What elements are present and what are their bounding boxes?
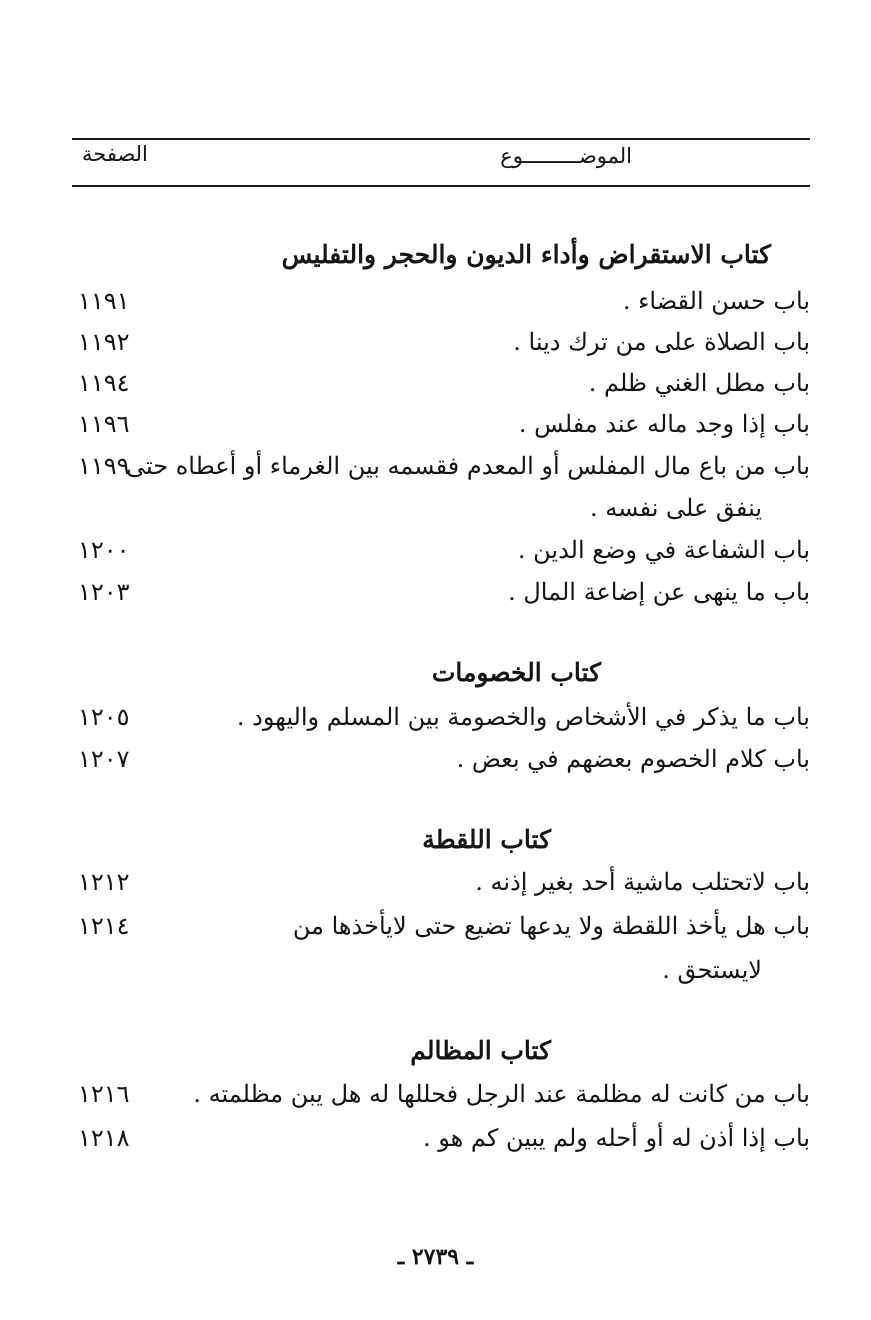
entry-text: باب ما ينهى عن إضاعة المال . (508, 578, 810, 606)
book-title: كتاب اللقطة (422, 825, 551, 854)
entry-text: باب ما يذكر في الأشخاص والخصومة بين المسلم واليهود . (236, 703, 810, 731)
index-entry-continuation (72, 956, 810, 998)
entry-text: باب هل يأخذ اللقطة ولا يدعها تضيع حتى لايأخذها من (292, 912, 810, 940)
book-title: كتاب المظالم (410, 1036, 551, 1065)
entry-page-number: ١٢٠٣ (78, 578, 130, 606)
index-entry (72, 328, 810, 370)
entry-page-number: ١١٩٤ (78, 369, 130, 397)
entry-page-number: ١٢٠٠ (78, 536, 130, 564)
page-column-heading: الصفحة (82, 142, 148, 166)
entry-text: باب حسن القضاء . (622, 287, 810, 315)
entry-continuation-text: ينفق على نفسه . (590, 494, 762, 522)
index-entry (72, 578, 810, 620)
entry-text: باب الصلاة على من ترك دينا . (513, 328, 810, 356)
index-entry-continuation (72, 494, 810, 536)
column-header (72, 140, 810, 180)
index-entry (72, 452, 810, 494)
book-title: كتاب الاستقراض وأداء الديون والحجر والتفليس (281, 240, 771, 269)
index-entry (72, 703, 810, 745)
entry-page-number: ١٢١٨ (78, 1124, 130, 1152)
entry-text: باب من كانت له مظلمة عند الرجل فحللها له هل يبن مظلمته . (193, 1080, 810, 1108)
entry-text: باب الشفاعة في وضع الدين . (517, 536, 810, 564)
entry-page-number: ١٢٠٥ (78, 703, 130, 731)
entry-page-number: ١١٩٢ (78, 328, 130, 356)
entry-text: باب إذا أذن له أو أحله ولم يبين كم هو . (422, 1124, 810, 1152)
entry-continuation-text: لايستحق . (662, 956, 762, 984)
index-entry (72, 912, 810, 954)
index-entry (72, 1080, 810, 1122)
entry-page-number: ١٢١٤ (78, 912, 130, 940)
entry-page-number: ١١٩٦ (78, 410, 130, 438)
index-entry (72, 536, 810, 578)
entry-page-number: ١١٩١ (78, 287, 130, 315)
entry-page-number: ١٢١٦ (78, 1080, 130, 1108)
header-bottom-rule (72, 185, 810, 187)
entry-page-number: ١٢١٢ (78, 868, 130, 896)
index-entry (72, 745, 810, 787)
entry-text: باب من باع مال المفلس أو المعدم فقسمه بين الغرماء أو أعطاه حتى (126, 452, 810, 480)
book-title: كتاب الخصومات (431, 658, 601, 687)
index-entry (72, 369, 810, 411)
page-number-footer: ـ ٢٧٣٩ ـ (397, 1244, 474, 1270)
index-entry (72, 868, 810, 910)
index-entry (72, 410, 810, 452)
entry-text: باب لاتحتلب ماشية أحد بغير إذنه . (475, 868, 810, 896)
entry-page-number: ١٢٠٧ (78, 745, 130, 773)
index-entry (72, 1124, 810, 1166)
entry-text: باب كلام الخصوم بعضهم في بعض . (456, 745, 810, 773)
entry-page-number: ١١٩٩ (78, 452, 130, 480)
subject-column-heading: الموضـــــــــوع (500, 144, 632, 168)
index-entry (72, 287, 810, 329)
entry-text: باب مطل الغني ظلم . (588, 369, 810, 397)
entry-text: باب إذا وجد ماله عند مفلس . (518, 410, 810, 438)
